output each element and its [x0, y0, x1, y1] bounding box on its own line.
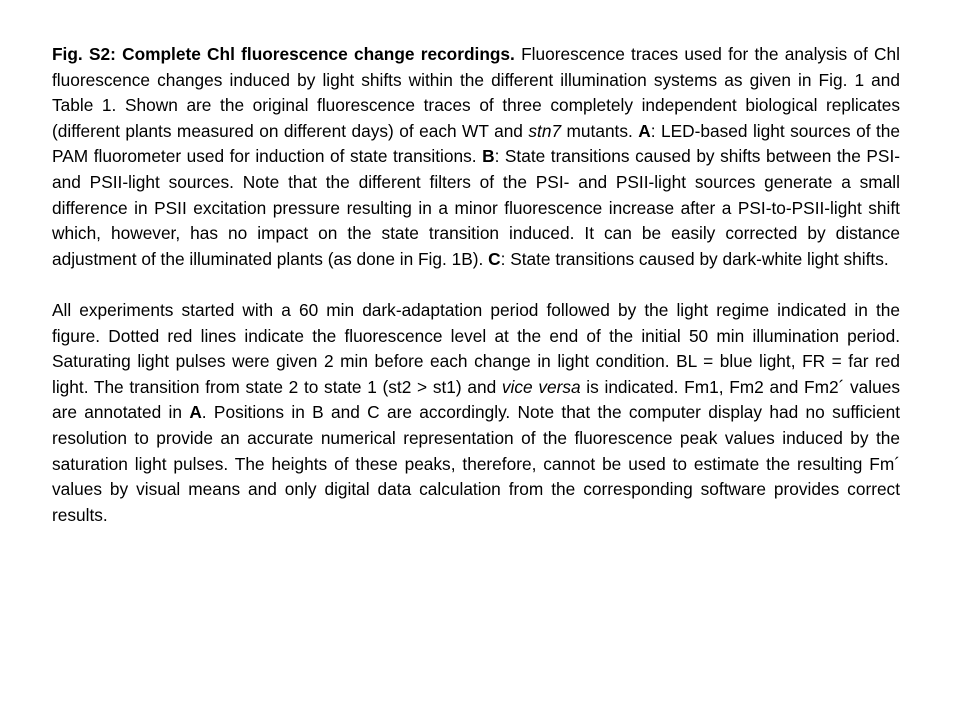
panel-label-b: B — [482, 146, 495, 167]
panel-label-a: A — [189, 402, 202, 423]
mutant-name: stn7 — [528, 120, 562, 141]
paragraph-spacer — [52, 272, 900, 298]
caption-text: : State transitions caused by shifts between the PSI- and PSII-light sources. Note that the different filters of the PSI- and PSII-light sources generate a small difference in PSII excitation pressure resulting in a minor fluorescence increase after a PSI-to-PSII-light shift which, however, has no impact on the state transition induced. It can be easily corrected by distance adjustment of the illuminated plants (as done in Fig. 1B). — [52, 146, 901, 269]
caption-text: is indicated. Fm1, Fm2 and Fm2´ values are annotated in — [52, 376, 900, 423]
panel-label-c: C — [488, 248, 501, 269]
figure-caption — [52, 42, 900, 528]
caption-paragraph-1 — [52, 42, 900, 272]
caption-paragraph-2 — [52, 298, 900, 528]
caption-text: mutants. — [561, 120, 639, 141]
caption-text: : State transitions caused by dark-white light shifts. — [500, 248, 889, 269]
caption-text: Fluorescence traces used for the analysis of Chl fluorescence changes induced by light shifts within the different illumination systems as given in Fig. 1 and Table 1. Shown are the original fluorescence traces of three completely independent biological replicates (different plants measured on different days) of each WT and — [52, 44, 900, 141]
panel-label-a: A — [638, 120, 651, 141]
italic-phrase: vice versa — [501, 376, 581, 397]
caption-text: All experiments started with a 60 min dark-adaptation period followed by the light regime indicated in the figure. Dotted red lines indicate the fluorescence level at the end of the initial 50 min illumination period. Saturating light pulses were given 2 min before each change in light condition. BL = blue light, FR = far red light. The transition from state 2 to state 1 (st2 > st1) and — [52, 299, 900, 397]
caption-text: : LED-based light sources of the PAM fluorometer used for induction of state transitions. — [52, 120, 900, 167]
caption-text: . Positions in B and C are accordingly. Note that the computer display had no sufficient resolution to provide an accurate numerical representation of the fluorescence peak values induced by the saturation light pulses. The heights of these peaks, therefore, cannot be used to estimate the resulting Fm´ values by visual means and only digital data calculation from the corresponding software provides correct results. — [52, 402, 900, 525]
caption-title: Fig. S2: Complete Chl fluorescence change recordings. — [52, 44, 515, 64]
